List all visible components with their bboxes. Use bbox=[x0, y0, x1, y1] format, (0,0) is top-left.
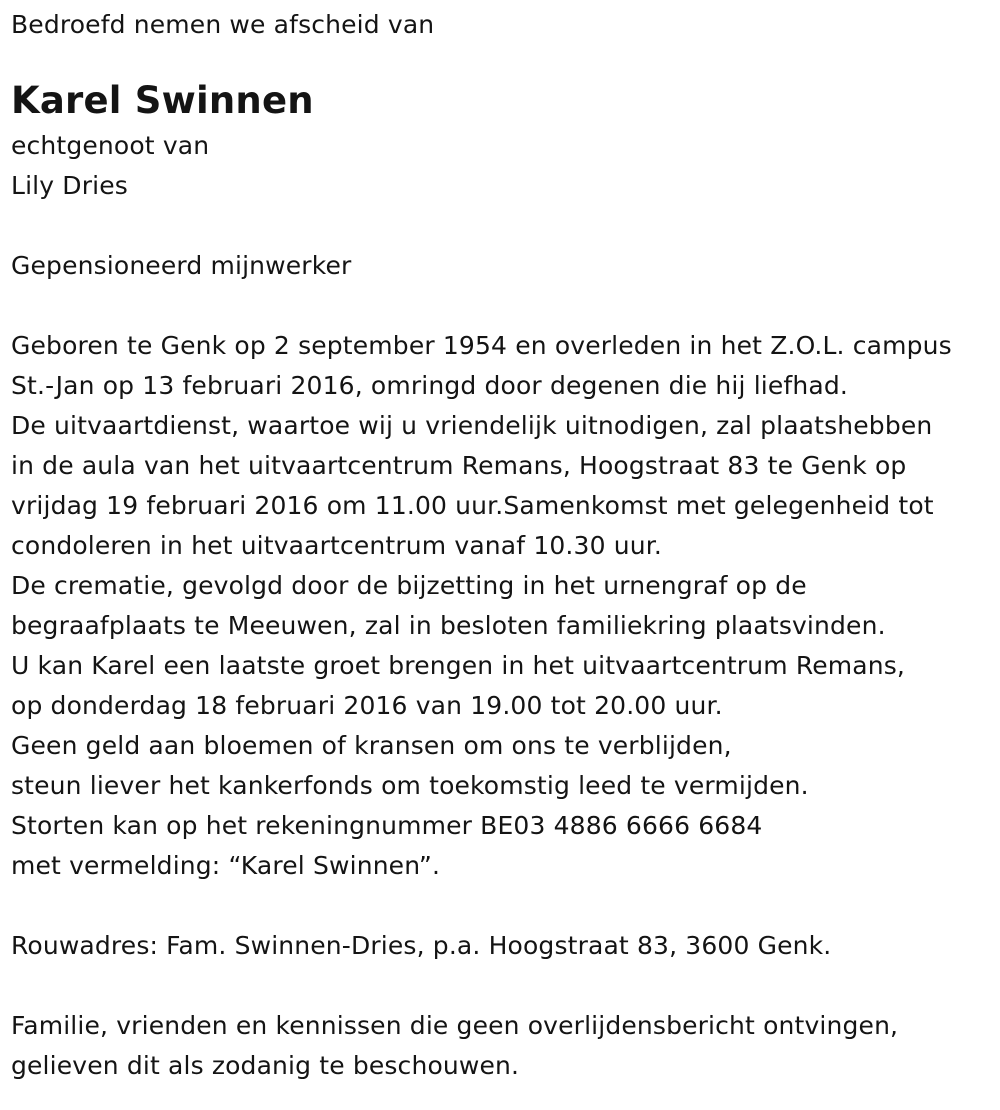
body-line: begraafplaats te Meeuwen, zal in besloten familiekring plaatsvinden. bbox=[11, 611, 886, 640]
body-line: met vermelding: “Karel Swinnen”. bbox=[11, 851, 441, 880]
body-line: vrijdag 19 februari 2016 om 11.00 uur.Samenkomst met gelegenheid tot bbox=[11, 491, 934, 520]
spacer bbox=[11, 966, 996, 1006]
spouse-name: Lily Dries bbox=[11, 171, 128, 200]
occupation: Gepensioneerd mijnwerker bbox=[11, 251, 352, 280]
mourning-address: Rouwadres: Fam. Swinnen-Dries, p.a. Hoogstraat 83, 3600 Genk. bbox=[11, 931, 832, 960]
spacer bbox=[11, 206, 996, 246]
body-line: Storten kan op het rekeningnummer BE03 4886 6666 6684 bbox=[11, 811, 763, 840]
body-line: in de aula van het uitvaartcentrum Remans, Hoogstraat 83 te Genk op bbox=[11, 451, 907, 480]
body-line: U kan Karel een laatste groet brengen in het uitvaartcentrum Remans, bbox=[11, 651, 905, 680]
intro-text: Bedroefd nemen we afscheid van bbox=[11, 10, 435, 39]
deceased-name: Karel Swinnen bbox=[11, 79, 314, 122]
notice-body bbox=[11, 326, 996, 886]
body-line: St.-Jan op 13 februari 2016, omringd door degenen die hij liefhad. bbox=[11, 371, 848, 400]
body-line: De uitvaartdienst, waartoe wij u vriendelijk uitnodigen, zal plaatshebben bbox=[11, 411, 933, 440]
obituary-notice bbox=[11, 0, 996, 1086]
closing-note bbox=[11, 1006, 996, 1086]
body-line: condoleren in het uitvaartcentrum vanaf 10.30 uur. bbox=[11, 531, 662, 560]
body-line: De crematie, gevolgd door de bijzetting in het urnengraf op de bbox=[11, 571, 807, 600]
closing-line: Familie, vrienden en kennissen die geen overlijdensbericht ontvingen, bbox=[11, 1011, 899, 1040]
closing-line: gelieven dit als zodanig te beschouwen. bbox=[11, 1051, 520, 1080]
spacer bbox=[11, 286, 996, 326]
relation-label: echtgenoot van bbox=[11, 131, 210, 160]
spacer bbox=[11, 886, 996, 926]
body-line: steun liever het kankerfonds om toekomstig leed te vermijden. bbox=[11, 771, 809, 800]
body-line: Geboren te Genk op 2 september 1954 en overleden in het Z.O.L. campus bbox=[11, 331, 952, 360]
body-line: Geen geld aan bloemen of kransen om ons te verblijden, bbox=[11, 731, 732, 760]
body-line: op donderdag 18 februari 2016 van 19.00 tot 20.00 uur. bbox=[11, 691, 723, 720]
